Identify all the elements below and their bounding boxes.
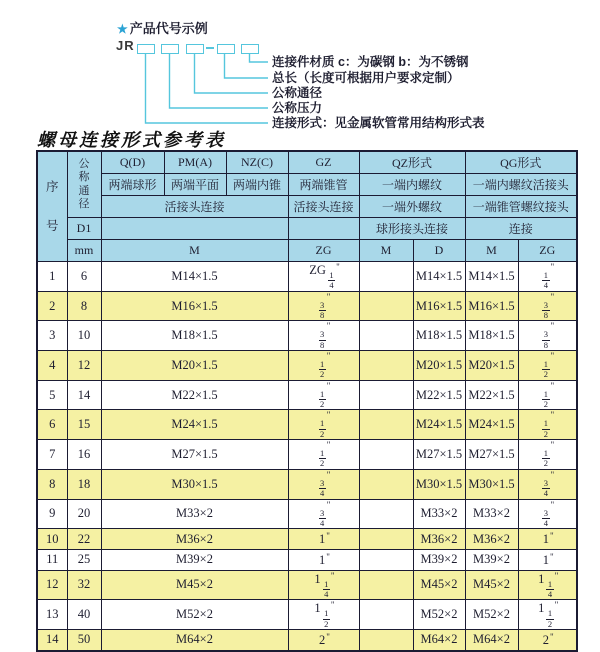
- cell-qz-d: M24×1.5: [413, 410, 465, 440]
- cell-gz-zg: $\frac{1}{2}$ ": [288, 351, 359, 381]
- cell-qz-d: M14×1.5: [413, 262, 465, 292]
- table-row: [37, 529, 577, 550]
- cell-qz-m: [359, 629, 413, 650]
- star-icon: ★: [117, 22, 128, 36]
- cell-seq: 2: [37, 291, 67, 321]
- cell-seq: 3: [37, 321, 67, 351]
- cell-gz-zg: 1": [288, 549, 359, 570]
- subheader-q: 两端球形: [101, 174, 164, 196]
- cell-gz-zg: ZG $\frac{1}{4}$ ": [288, 262, 359, 292]
- code-box-1: [137, 44, 155, 54]
- cell-qg-m: M18×1.5: [465, 321, 518, 351]
- cell-qg-m: M39×2: [465, 549, 518, 570]
- cell-m: M14×1.5: [101, 262, 288, 292]
- cell-qz-d: M27×1.5: [413, 440, 465, 470]
- cell-dn: 12: [67, 351, 101, 381]
- col-header-qz: QZ形式: [359, 151, 465, 174]
- cell-qg-zg: $\frac{1}{2}$ ": [518, 410, 577, 440]
- cell-qz-d: M30×1.5: [413, 469, 465, 499]
- cell-dn: 15: [67, 410, 101, 440]
- cell-seq: 14: [37, 629, 67, 650]
- cell-seq: 6: [37, 410, 67, 440]
- subheader-union-left: 活接头连接: [101, 196, 288, 218]
- cell-qg-zg: $\frac{3}{4}$ ": [518, 469, 577, 499]
- cell-dn: 22: [67, 529, 101, 550]
- cell-qz-m: [359, 600, 413, 630]
- cell-qg-m: M45×2: [465, 570, 518, 600]
- cell-qz-m: [359, 499, 413, 529]
- cell-qg-m: M36×2: [465, 529, 518, 550]
- cell-m: M39×2: [101, 549, 288, 570]
- cell-gz-zg: $\frac{1}{2}$ ": [288, 410, 359, 440]
- code-box-4: [217, 44, 235, 54]
- header-blank-left: [101, 218, 288, 240]
- cell-gz-zg: 1 $\frac{1}{4}$ ": [288, 570, 359, 600]
- cell-qg-m: M33×2: [465, 499, 518, 529]
- cell-gz-zg: 1": [288, 529, 359, 550]
- cell-m: M30×1.5: [101, 469, 288, 499]
- cell-qg-m: M14×1.5: [465, 262, 518, 292]
- code-box-3: [186, 44, 204, 54]
- unit-header-qg-zg: ZG: [518, 240, 577, 262]
- cell-qg-zg: 1 $\frac{1}{4}$ ": [518, 570, 577, 600]
- header-blank-gz: [288, 218, 359, 240]
- cell-qg-zg: $\frac{3}{4}$ ": [518, 499, 577, 529]
- cell-qz-m: [359, 440, 413, 470]
- cell-m: M64×2: [101, 629, 288, 650]
- col-header-seq: 序 号: [37, 151, 67, 262]
- cell-m: M45×2: [101, 570, 288, 600]
- cell-qg-m: M52×2: [465, 600, 518, 630]
- cell-seq: 9: [37, 499, 67, 529]
- cell-seq: 13: [37, 600, 67, 630]
- cell-dn: 10: [67, 321, 101, 351]
- label-connection-form: 连接形式：见金属软管常用结构形式表: [272, 116, 485, 130]
- cell-qz-m: [359, 380, 413, 410]
- cell-m: M20×1.5: [101, 351, 288, 381]
- cell-dn: 18: [67, 469, 101, 499]
- cell-qz-d: M18×1.5: [413, 321, 465, 351]
- col-header-gz: GZ: [288, 151, 359, 174]
- cell-qg-zg: 1": [518, 529, 577, 550]
- cell-gz-zg: $\frac{3}{4}$ ": [288, 469, 359, 499]
- label-material: 连接件材质 c：为碳钢 b：为不锈钢: [272, 55, 469, 69]
- cell-dn: 40: [67, 600, 101, 630]
- cell-seq: 4: [37, 351, 67, 381]
- cell-qz-m: [359, 291, 413, 321]
- cell-qz-d: M64×2: [413, 629, 465, 650]
- cell-seq: 5: [37, 380, 67, 410]
- cell-seq: 12: [37, 570, 67, 600]
- cell-seq: 1: [37, 262, 67, 292]
- code-box-2: [161, 44, 179, 54]
- cell-m: M16×1.5: [101, 291, 288, 321]
- unit-header-m: M: [101, 240, 288, 262]
- unit-header-qg-m: M: [465, 240, 518, 262]
- diagram-title-text: 产品代号示例: [129, 21, 208, 36]
- cell-qg-zg: $\frac{3}{8}$ ": [518, 321, 577, 351]
- cell-qg-m: M20×1.5: [465, 351, 518, 381]
- cell-qg-zg: $\frac{1}{2}$ ": [518, 440, 577, 470]
- cell-gz-zg: $\frac{3}{8}$ ": [288, 291, 359, 321]
- cell-m: M18×1.5: [101, 321, 288, 351]
- cell-dn: 6: [67, 262, 101, 292]
- unit-header-zg: ZG: [288, 240, 359, 262]
- table-row: [37, 262, 577, 292]
- subheader-pm: 两端平面: [164, 174, 226, 196]
- cell-dn: 32: [67, 570, 101, 600]
- cell-gz-zg: $\frac{1}{2}$ ": [288, 440, 359, 470]
- label-nominal-dn: 公称通径: [272, 86, 323, 100]
- header-row-1: [37, 151, 577, 174]
- cell-m: M36×2: [101, 529, 288, 550]
- code-box-5: [241, 44, 259, 54]
- header-row-2: [37, 174, 577, 196]
- table-row: [37, 549, 577, 570]
- cell-dn: 16: [67, 440, 101, 470]
- subheader-union-gz: 活接头连接: [288, 196, 359, 218]
- cell-seq: 7: [37, 440, 67, 470]
- cell-dn: 20: [67, 499, 101, 529]
- cell-qg-zg: $\frac{1}{2}$ ": [518, 351, 577, 381]
- cell-qg-m: M27×1.5: [465, 440, 518, 470]
- header-row-5: [37, 240, 577, 262]
- cell-seq: 8: [37, 469, 67, 499]
- table-row: [37, 321, 577, 351]
- cell-qz-d: M45×2: [413, 570, 465, 600]
- cell-qz-m: [359, 410, 413, 440]
- table-row: [37, 351, 577, 381]
- cell-dn: 8: [67, 291, 101, 321]
- cell-dn: 25: [67, 549, 101, 570]
- cell-gz-zg: $\frac{3}{4}$ ": [288, 499, 359, 529]
- unit-header-mm: mm: [67, 240, 101, 262]
- code-dash: [206, 47, 214, 49]
- cell-gz-zg: 2": [288, 629, 359, 650]
- cell-qz-d: M20×1.5: [413, 351, 465, 381]
- diagram-title: [117, 18, 208, 37]
- cell-dn: 14: [67, 380, 101, 410]
- cell-m: M24×1.5: [101, 410, 288, 440]
- cell-qg-zg: $\frac{3}{8}$ ": [518, 291, 577, 321]
- unit-header-qz-d: D: [413, 240, 465, 262]
- col-header-pm: PM(A): [164, 151, 226, 174]
- subheader-gz: 两端锥管: [288, 174, 359, 196]
- subheader-qz-1: 一端内螺纹: [359, 174, 465, 196]
- table-row: [37, 291, 577, 321]
- cell-qg-zg: $\frac{1}{2}$ ": [518, 380, 577, 410]
- cell-m: M22×1.5: [101, 380, 288, 410]
- cell-qg-zg: 2": [518, 629, 577, 650]
- cell-qz-m: [359, 469, 413, 499]
- subheader-qg-conn: 连接: [465, 218, 577, 240]
- cell-qg-m: M16×1.5: [465, 291, 518, 321]
- subheader-qg-1: 一端内螺纹活接头: [465, 174, 577, 196]
- table-row: [37, 629, 577, 650]
- cell-seq: 11: [37, 549, 67, 570]
- cell-qz-d: M22×1.5: [413, 380, 465, 410]
- cell-qg-zg: $\frac{1}{4}$ ": [518, 262, 577, 292]
- cell-gz-zg: $\frac{3}{8}$ ": [288, 321, 359, 351]
- col-header-dn: 公 称 通 径: [67, 151, 101, 218]
- col-header-q: Q(D): [101, 151, 164, 174]
- table-row: [37, 570, 577, 600]
- cell-qz-d: M39×2: [413, 549, 465, 570]
- cell-qz-m: [359, 529, 413, 550]
- subheader-qz-conn: 球形接头连接: [359, 218, 465, 240]
- table-row: [37, 380, 577, 410]
- cell-qz-d: M33×2: [413, 499, 465, 529]
- unit-header-qz-m: M: [359, 240, 413, 262]
- col-header-d1: D1: [67, 218, 101, 240]
- cell-qg-m: M64×2: [465, 629, 518, 650]
- product-code-prefix: JR: [116, 38, 135, 53]
- cell-seq: 10: [37, 529, 67, 550]
- cell-qz-m: [359, 321, 413, 351]
- table-row: [37, 440, 577, 470]
- header-row-3: [37, 196, 577, 218]
- col-header-nz: NZ(C): [226, 151, 288, 174]
- label-total-length: 总长（长度可根据用户要求定制）: [272, 71, 460, 85]
- table-row: [37, 469, 577, 499]
- cell-gz-zg: $\frac{1}{2}$ ": [288, 380, 359, 410]
- cell-qz-d: M16×1.5: [413, 291, 465, 321]
- product-code-diagram: [0, 0, 600, 142]
- cell-qz-d: M52×2: [413, 600, 465, 630]
- cell-qz-m: [359, 262, 413, 292]
- cell-qg-m: M24×1.5: [465, 410, 518, 440]
- cell-qg-m: M22×1.5: [465, 380, 518, 410]
- subheader-nz: 两端内锥: [226, 174, 288, 196]
- subheader-qz-2: 一端外螺纹: [359, 196, 465, 218]
- cell-dn: 50: [67, 629, 101, 650]
- table-row: [37, 600, 577, 630]
- cell-m: M27×1.5: [101, 440, 288, 470]
- table-row: [37, 410, 577, 440]
- cell-m: M52×2: [101, 600, 288, 630]
- table-title: 螺母连接形式参考表: [37, 130, 226, 150]
- cell-m: M33×2: [101, 499, 288, 529]
- header-row-4: [37, 218, 577, 240]
- cell-qz-m: [359, 351, 413, 381]
- nut-connection-reference-table: [36, 150, 578, 652]
- col-header-qg: QG形式: [465, 151, 577, 174]
- cell-qg-m: M30×1.5: [465, 469, 518, 499]
- table-row: [37, 499, 577, 529]
- subheader-qg-2: 一端锥管螺纹接头: [465, 196, 577, 218]
- cell-gz-zg: 1 $\frac{1}{2}$ ": [288, 600, 359, 630]
- cell-qz-m: [359, 549, 413, 570]
- cell-qg-zg: 1 $\frac{1}{2}$ ": [518, 600, 577, 630]
- cell-qz-d: M36×2: [413, 529, 465, 550]
- cell-qz-m: [359, 570, 413, 600]
- label-nominal-pressure: 公称压力: [272, 101, 323, 115]
- cell-qg-zg: 1": [518, 549, 577, 570]
